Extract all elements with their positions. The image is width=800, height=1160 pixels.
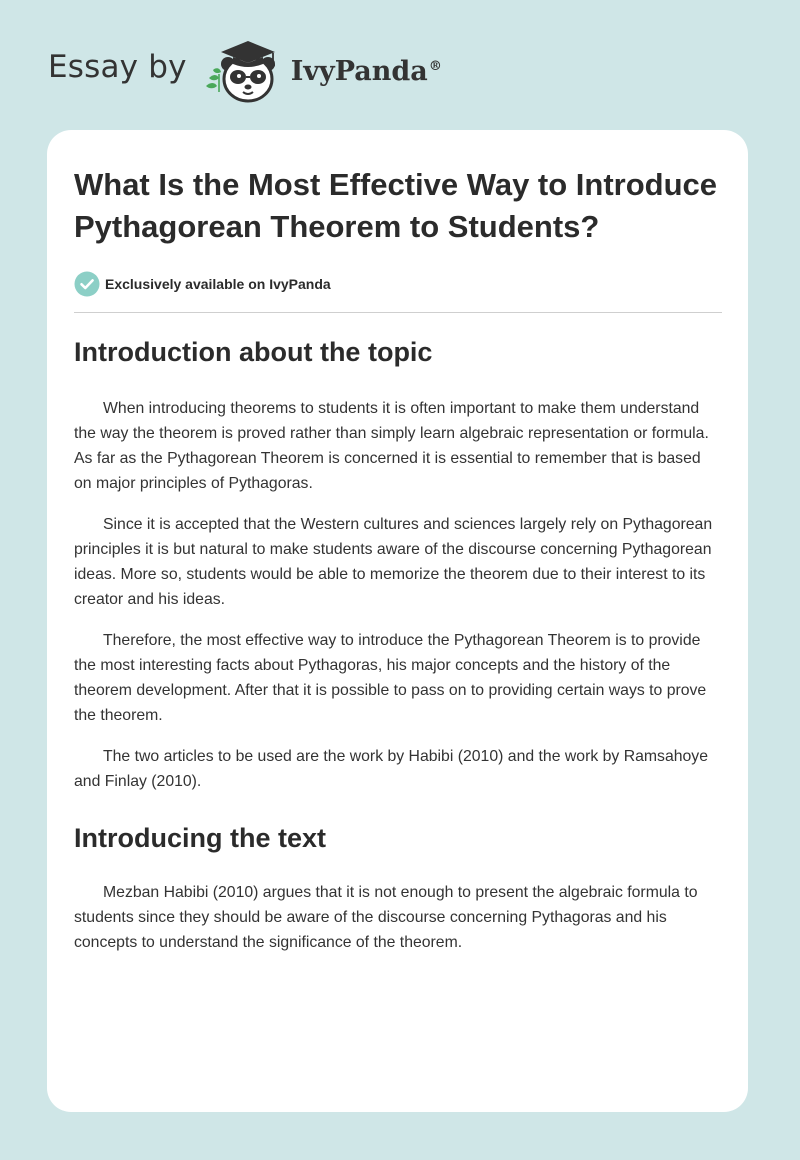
brand-prefix: Essay by <box>48 49 187 85</box>
paragraph: Therefore, the most effective way to introduce the Pythagorean Theorem is to provide the most interesting facts about Pythagoras, his major concepts and the history of the theorem development. After that it is possible to pass on to providing certain ways to prove the theorem. <box>74 632 707 724</box>
registered-mark: ® <box>428 58 442 74</box>
paragraph: Mezban Habibi (2010) argues that it is not enough to present the algebraic formula to students since they should be aware of the discourse concerning Pythagoras and his concepts to understand the significance of the theorem. <box>74 884 698 951</box>
essay-card <box>47 130 748 1112</box>
site-header <box>48 34 442 106</box>
section-introduction <box>74 335 722 794</box>
paragraph: Since it is accepted that the Western cultures and sciences largely rely on Pythagorean principles it is but natural to make students aware of the discourse concerning Pythagorean ideas. More so, students would be able to memorize the theorem due to their interest to its creator and his ideas. <box>74 516 713 608</box>
title-divider <box>74 312 722 313</box>
paragraph: The two articles to be used are the work by Habibi (2010) and the work by Ramsahoye and Finlay (2010). <box>74 748 708 790</box>
essay-title: What Is the Most Effective Way to Introduce Pythagorean Theorem to Students? <box>74 167 718 244</box>
brand-name[interactable] <box>291 56 442 87</box>
panda-graduation-cap-icon[interactable] <box>203 34 289 106</box>
section-introducing-text <box>74 821 722 955</box>
paragraph: When introducing theorems to students it is often important to make them understand the way the theorem is proved rather than simply learn algebraic representation or formula. As far as the Pythagorean Theorem is concerned it is essential to remember that is based on major principles of Pythagoras. <box>74 400 709 492</box>
exclusive-badge <box>74 270 722 298</box>
brand-name-text: IvyPanda <box>290 55 428 87</box>
exclusive-badge-text: Exclusively available on IvyPanda <box>105 276 331 292</box>
section-heading: Introducing the text <box>74 823 326 853</box>
section-heading: Introduction about the topic <box>74 337 433 367</box>
check-circle-icon <box>74 271 100 297</box>
